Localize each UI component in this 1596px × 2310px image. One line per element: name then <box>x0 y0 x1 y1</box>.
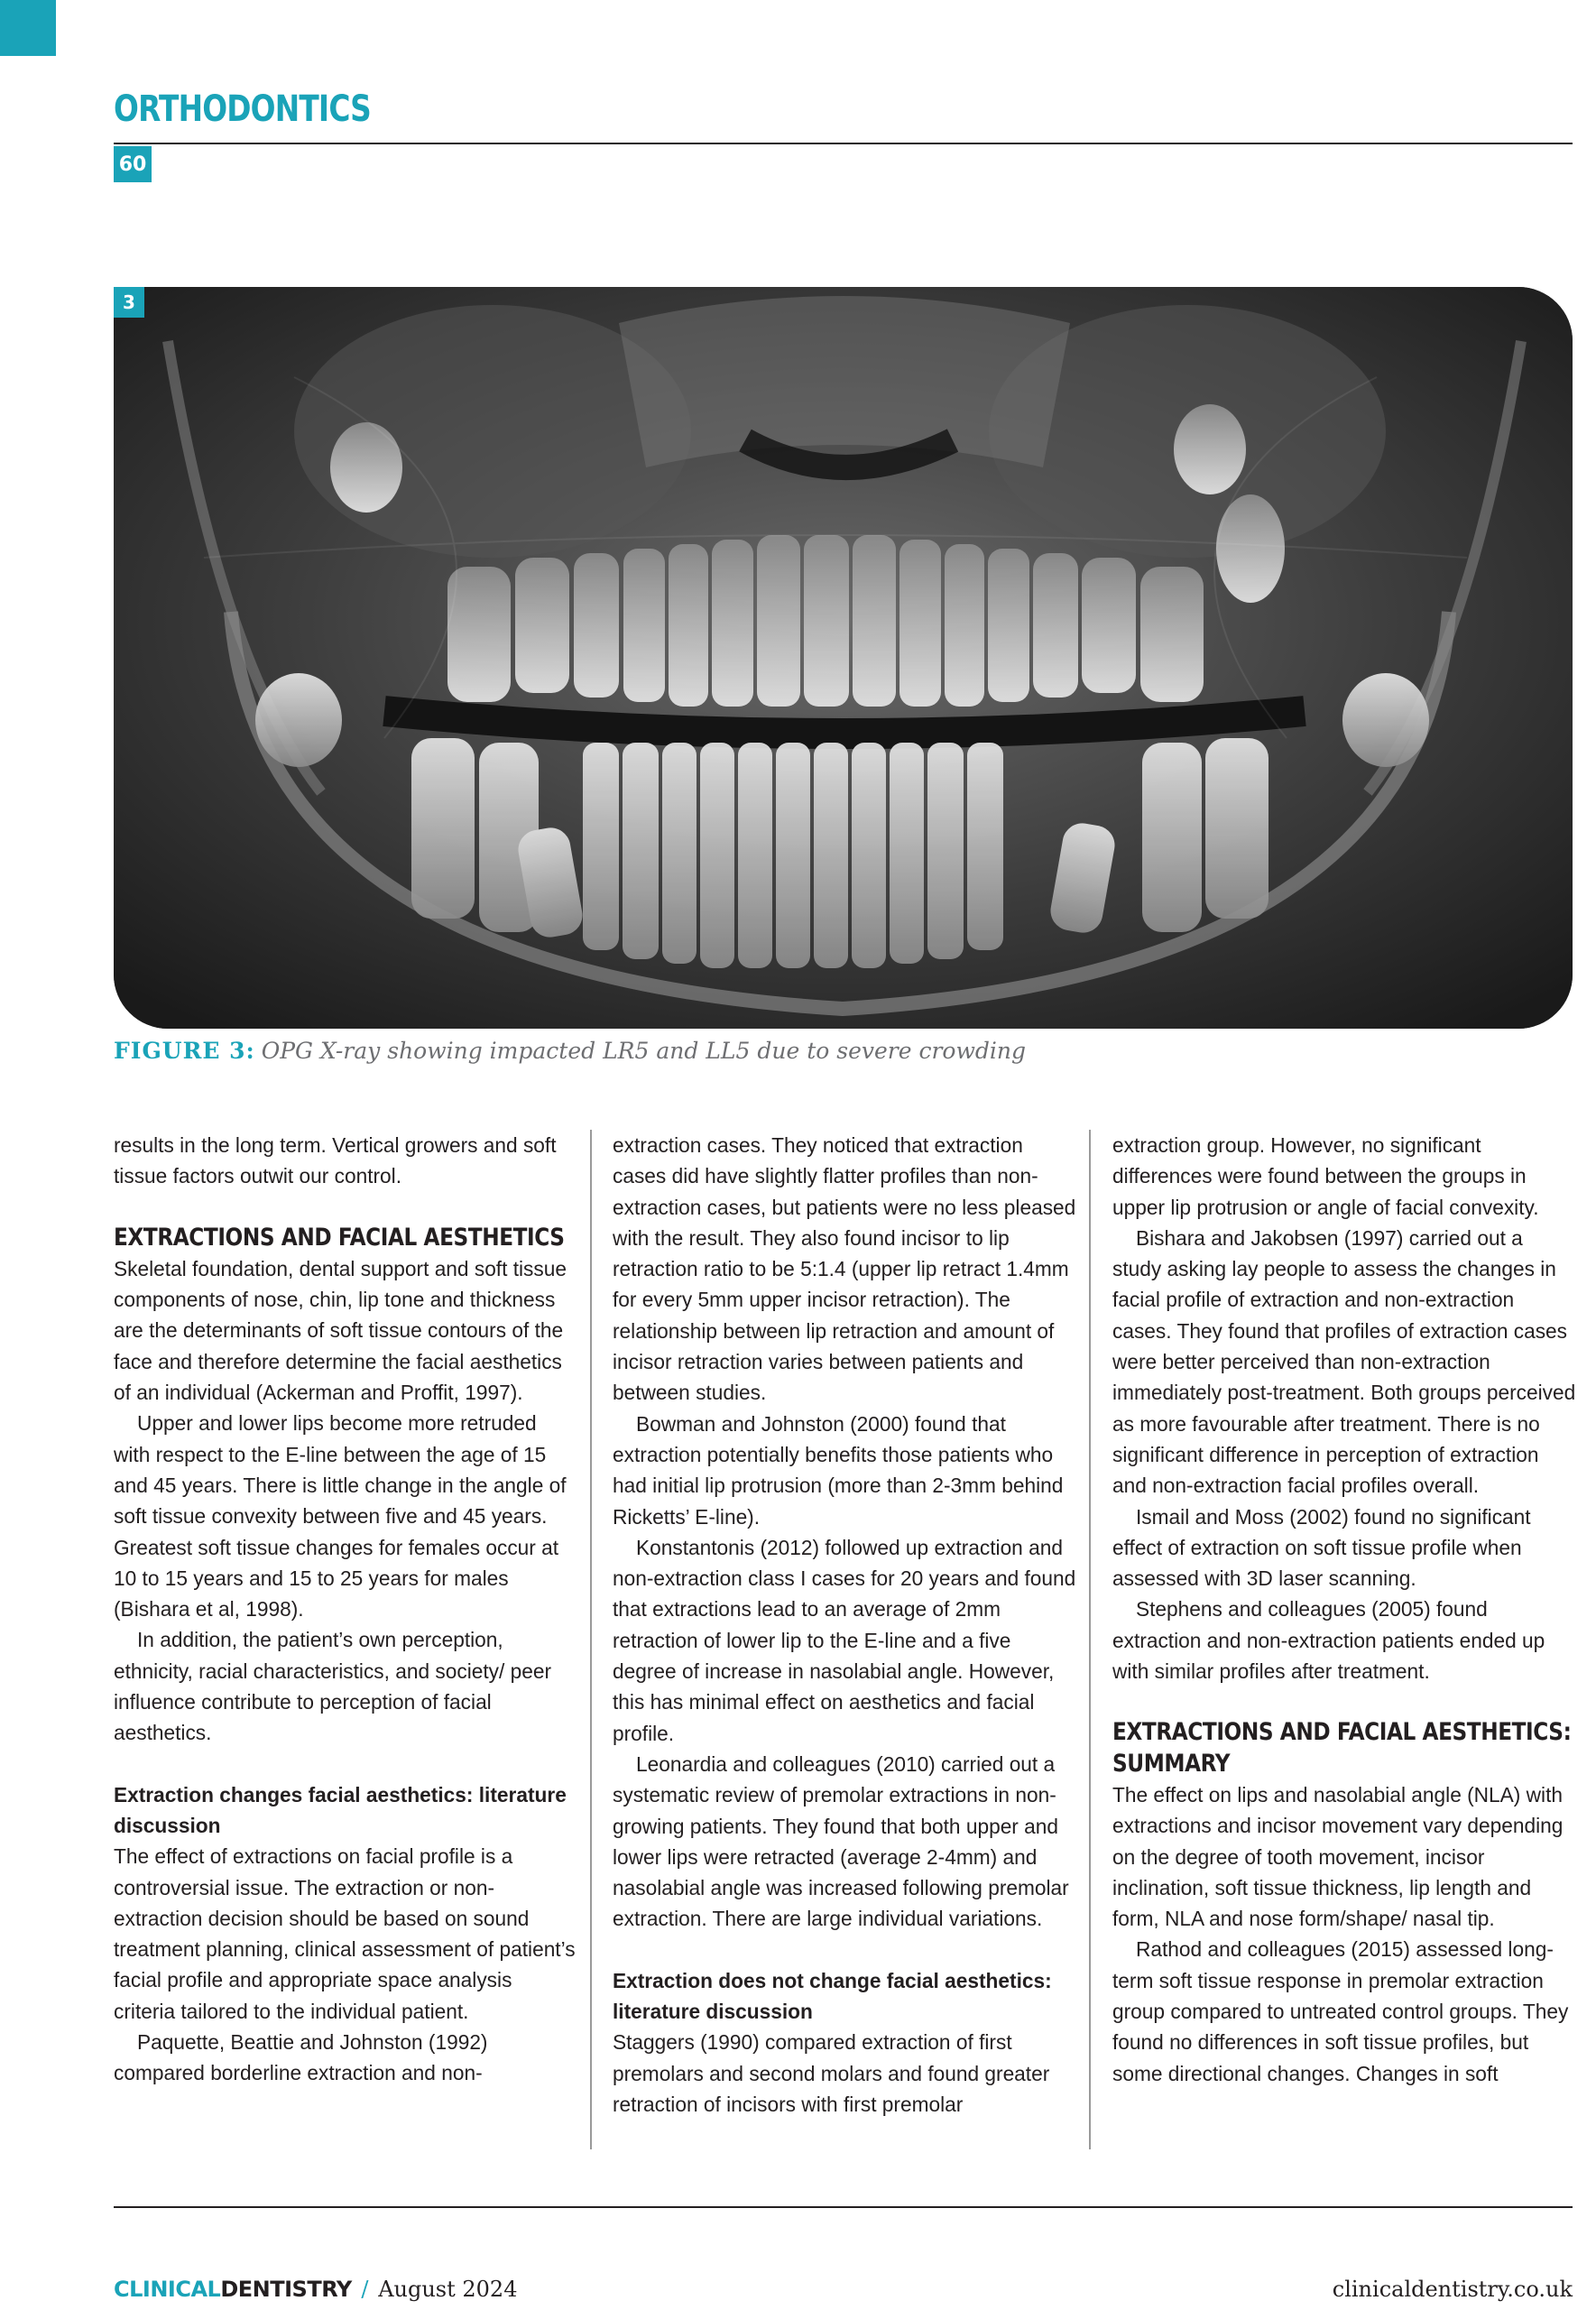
body-paragraph: Staggers (1990) compared extraction of first premolars and second molars and found greater retraction of incisors with first premolar <box>613 2030 1050 2116</box>
body-paragraph: The effect on lips and nasolabial angle (NLA) with extractions and incisor movement vary depending on the degree of tooth movement, incisor inclination, soft tissue thickness, lip length and form, NLA and nose form/shape/ nasal tip. <box>1112 1782 1564 1931</box>
section-heading: EXTRACTIONS AND FACIAL AESTHETICS <box>114 1223 565 1252</box>
article-column-3 <box>1112 1130 1577 2089</box>
article-column-2 <box>613 1130 1077 2120</box>
column-divider <box>590 1130 592 2149</box>
body-paragraph: Bowman and Johnston (2000) found that extraction potentially benefits those patients who had initial lip protrusion (more than 2-3mm behind Ricketts’ E-line). <box>613 1411 1064 1529</box>
footer-rule <box>114 2206 1573 2208</box>
section-title: ORTHODONTICS <box>114 88 371 130</box>
corner-color-tab <box>0 0 56 56</box>
body-paragraph: In addition, the patient’s own perception, ethnicity, racial characteristics, and society/ peer influence contribute to perception of facial aesthetics. <box>114 1628 552 1745</box>
body-paragraph: The effect of extractions on facial profile is a controversial issue. The extraction or non-extraction decision should be based on sound treatment planning, clinical assessment of patient’s facial profile and appropriate space analysis criteria tailored to the individual patient. <box>114 1844 576 2023</box>
footer-slash: / <box>361 2277 369 2302</box>
figure-caption-label: FIGURE 3: <box>114 1038 255 1064</box>
column-divider <box>1089 1130 1091 2149</box>
body-paragraph: Ismail and Moss (2002) found no significant effect of extraction on soft tissue profile when assessed with 3D laser scanning. <box>1112 1504 1531 1591</box>
body-paragraph: extraction cases. They noticed that extraction cases did have slightly flatter profiles than non-extraction cases, but patients were no less pleased with the result. They also found incisor to lip retraction ratio to be 5:1.4 (upper lip retract 1.4mm for every 5mm upper incisor retraction). The relationship between lip retraction and amount of incisor retraction varies between patients and between studies. <box>613 1133 1076 1405</box>
body-paragraph: Upper and lower lips become more retruded with respect to the E-line between the age of 15 and 45 years. There is little change in the angle of soft tissue convexity between five and 45 years. Greatest soft tissue changes for females occur at 10 to 15 years and 15 to 25 years for males (Bishara et al, 1998). <box>114 1411 567 1622</box>
page-number: 60 <box>114 146 152 182</box>
brand-clinical: CLINICAL <box>114 2277 221 2302</box>
header-rule <box>114 143 1573 144</box>
brand-dentistry: DENTISTRY <box>220 2277 352 2302</box>
body-paragraph: Paquette, Beattie and Johnston (1992) compared borderline extraction and non- <box>114 2030 488 2085</box>
figure-number-badge: 3 <box>114 287 144 318</box>
footer-publication <box>114 2277 517 2303</box>
body-paragraph: Konstantonis (2012) followed up extraction and non-extraction class I cases for 20 years and found that extractions lead to an average of 2mm retraction of lower lip to the E-line and a five degree of increase in nasolabial angle. However, this has minimal effect on aesthetics and facial profile. <box>613 1535 1076 1745</box>
body-paragraph: Rathod and colleagues (2015) assessed long-term soft tissue response in premolar extraction group compared to untreated control groups. They found no differences in soft tissue profiles, but some directional changes. Changes in soft <box>1112 1937 1569 2085</box>
subsection-heading: Extraction does not change facial aesthetics: literature discussion <box>613 1968 1052 2024</box>
subsection-heading: Extraction changes facial aesthetics: literature discussion <box>114 1782 567 1837</box>
body-paragraph: Bishara and Jakobsen (1997) carried out a study asking lay people to assess the changes in facial profile of extraction and non-extraction cases. They found that profiles of extraction cases were better perceived than non-extraction immediately post-treatment. Both groups perceived as more favourable after treatment. There is no significant difference in perception of extraction and non-extraction facial profiles overall. <box>1112 1225 1576 1498</box>
xray-figure-image <box>114 287 1573 1029</box>
article-column-1 <box>114 1130 578 2089</box>
footer-url[interactable]: clinicaldentistry.co.uk <box>1332 2277 1573 2302</box>
footer-issue-date: August 2024 <box>378 2277 518 2302</box>
body-paragraph: Leonardia and colleagues (2010) carried out a systematic review of premolar extractions in non-growing patients. They found that both upper and lower lips were retracted (average 2-4mm) and nasolabial angle was increased following premolar extraction. There are large individual variations. <box>613 1751 1069 1931</box>
figure-caption <box>114 1038 1026 1065</box>
figure-caption-text: OPG X-ray showing impacted LR5 and LL5 due to severe crowding <box>261 1038 1026 1064</box>
section-heading: EXTRACTIONS AND FACIAL AESTHETICS: SUMMARY <box>1112 1718 1572 1778</box>
body-paragraph: results in the long term. Vertical growers and soft tissue factors outwit our control. <box>114 1133 557 1188</box>
body-paragraph: Skeletal foundation, dental support and soft tissue components of nose, chin, lip tone and thickness are the determinants of soft tissue contours of the face and therefore determine the facial aesthetics of an individual (Ackerman and Proffit, 1997). <box>114 1256 567 1405</box>
body-paragraph: extraction group. However, no significant differences were found between the groups in upper lip protrusion or angle of facial convexity. <box>1112 1133 1539 1219</box>
body-paragraph: Stephens and colleagues (2005) found extraction and non-extraction patients ended up with similar profiles after treatment. <box>1112 1597 1545 1684</box>
opg-xray-illustration <box>114 287 1573 1029</box>
